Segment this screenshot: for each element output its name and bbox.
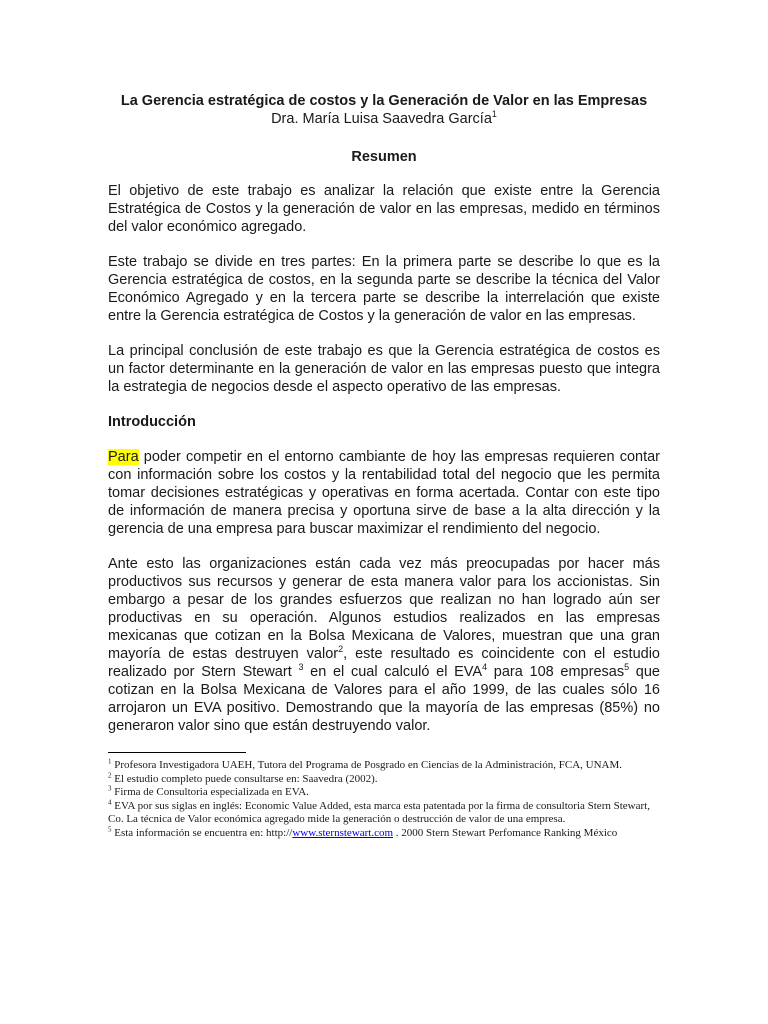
intro-paragraph-2-part-d: para 108 empresas <box>487 664 625 680</box>
introduccion-heading: Introducción <box>108 414 196 430</box>
author-name: Dra. María Luisa Saavedra García <box>271 111 492 127</box>
footnote-5-text: Esta información se encuentra en: http:// <box>111 826 293 839</box>
intro-paragraph-1-text: poder competir en el entorno cambiante de hoy las empresas requieren contar con información sobre los costos y la rentabilidad total del negocio que les permita tomar decisiones estratégicas y operativas en forma acertada. Contar con este tipo de información de manera precisa y oportuna sirve de base a la alta dirección y la gerencia de una empresa para buscar maximizar el rendimiento del negocio. <box>108 449 660 537</box>
intro-paragraph-2-part-c: en el cual calculó el EVA <box>303 664 483 680</box>
highlighted-word: Para <box>108 449 139 465</box>
document-title: La Gerencia estratégica de costos y la Generación de Valor en las Empresas <box>120 93 648 109</box>
footnote-1 <box>108 759 660 773</box>
footnotes <box>108 759 660 841</box>
intro-paragraph-2-part-b: , este resultado es coincidente con el estudio realizado por Stern Stewart <box>108 646 660 680</box>
footnote-2 <box>108 770 660 787</box>
resumen-paragraph-2: Este trabajo se divide en tres partes: En la primera parte se describe lo que es la Gerencia estratégica de costos, en la segunda parte se describe la técnica del Valor Económico Agregado y en la tercera parte se describe la interrelación que existe entre la Gerencia estratégica de Costos y la generación de valor en las empresas. <box>108 254 660 324</box>
resumen-heading: Resumen <box>351 149 417 165</box>
footnote-ref-4: 4 <box>482 662 488 673</box>
footnote-ref-5: 5 <box>624 662 630 673</box>
intro-paragraph-2-part-a: Ante esto las organizaciones están cada vez más preocupadas por hacer más productivos sus recursos y generar de esta manera valor para los accionistas. Sin embargo a pesar de los grandes esfuerzos que realizan no han logrado aún ser productivas en su operación. Algunos estudios realizados en las empresas mexicanas que cotizan en la Bolsa Mexicana de Valores, muestran que una gran mayoría de estas destruyen valor <box>108 556 660 662</box>
footnote-3 <box>108 786 660 800</box>
resumen-paragraph-3: La principal conclusión de este trabajo es que la Gerencia estratégica de costos es un factor determinante en la generación de valor en las empresas puesto que integra la estrategia de negocios desde el aspecto operativo de las empresas. <box>108 343 660 395</box>
author-line <box>108 110 660 128</box>
footnote-3-number: 3 <box>108 784 112 793</box>
footnote-4-number: 4 <box>108 798 112 807</box>
footnote-5-text-end: . 2000 Stern Stewart Perfomance Ranking México <box>393 826 618 839</box>
footnote-ref-3: 3 <box>298 662 304 673</box>
intro-paragraph-2 <box>108 555 660 735</box>
footnote-2-number: 2 <box>108 770 112 779</box>
footnote-4 <box>108 800 660 827</box>
footnote-1-number: 1 <box>108 757 112 766</box>
footnote-4-text: EVA por sus siglas en inglés: Economic Value Added, esta marca esta patentada por la firma de consultoria Stern Stewart, Co. La técnica de Valor económica agregado mide la generación o destrucción de valor de una empresa. <box>108 799 650 826</box>
footnote-5 <box>108 827 660 841</box>
footnote-2-text: El estudio completo puede consultarse en: Saavedra (2002). <box>111 772 378 785</box>
footnote-ref-1: 1 <box>491 109 497 120</box>
sternstewart-link[interactable]: www.sternstewart.com <box>292 826 394 839</box>
footnote-separator <box>108 752 246 753</box>
intro-paragraph-1 <box>108 448 660 538</box>
document-page <box>108 92 660 841</box>
footnote-3-text: Firma de Consultoria especializada en EVA. <box>111 786 309 799</box>
footnote-ref-2: 2 <box>338 644 344 655</box>
intro-paragraph-2-part-e: que cotizan en la Bolsa Mexicana de Valores para el año 1999, de las cuales sólo 16 arrojaron un EVA positivo. Demostrando que la mayoría de las empresas (85%) no generaron valor sino que están destruyendo valor. <box>108 664 660 734</box>
footnote-5-number: 5 <box>108 825 112 834</box>
footnote-1-text: Profesora Investigadora UAEH, Tutora del Programa de Posgrado en Ciencias de la Administración, FCA, UNAM. <box>111 759 623 771</box>
resumen-paragraph-1: El objetivo de este trabajo es analizar la relación que existe entre la Gerencia Estratégica de Costos y la generación de valor en las empresas, medido en términos del valor económico agregado. <box>108 183 660 235</box>
